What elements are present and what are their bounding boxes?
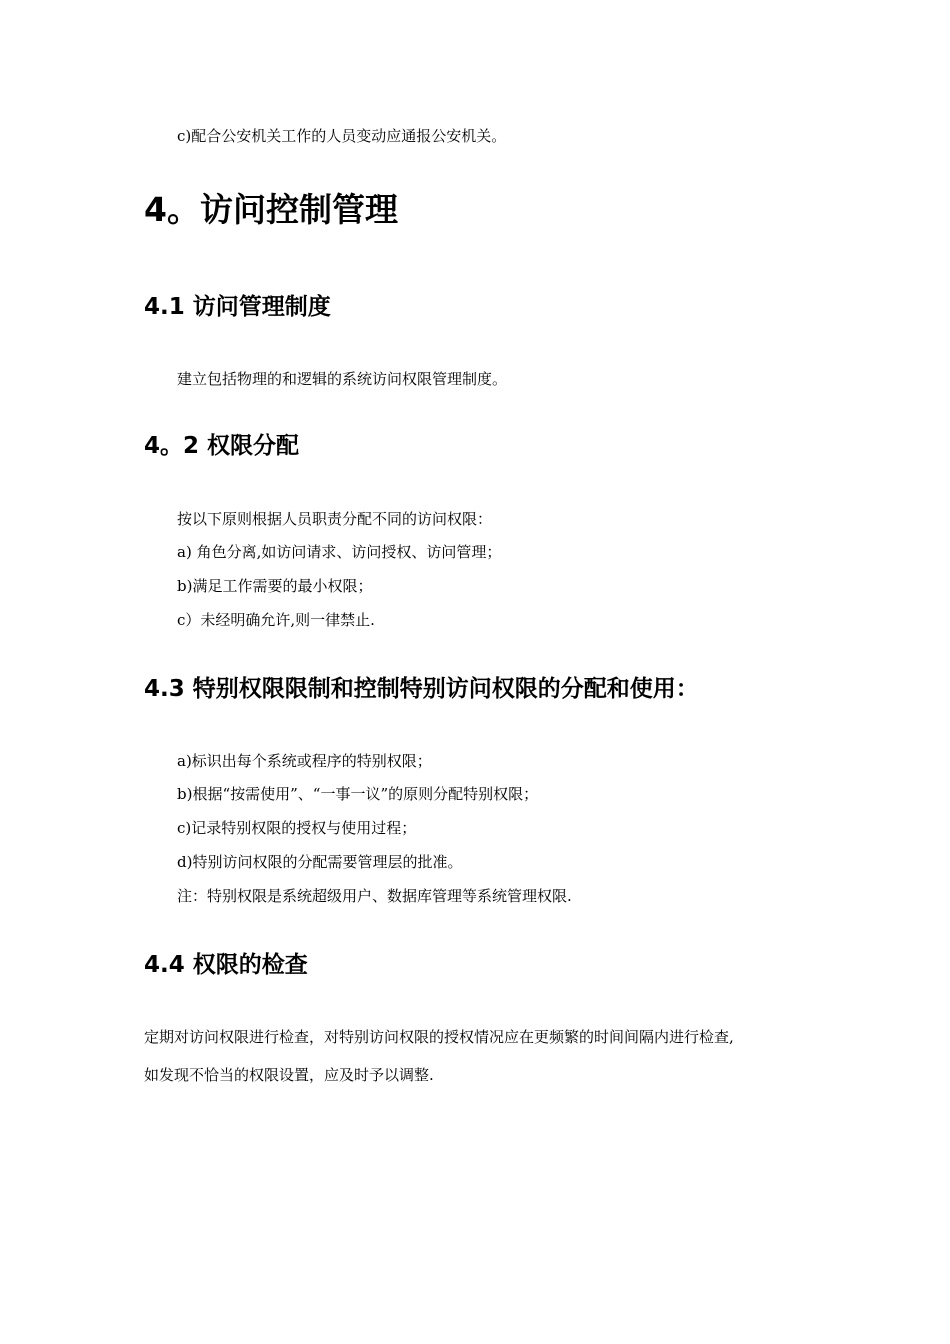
- section-4-3-item-a: a)标识出每个系统或程序的特别权限；: [177, 752, 432, 770]
- section-4-1-heading: 4.1 访问管理制度: [144, 294, 331, 320]
- section-4-3-item-d: d)特别访问权限的分配需要管理层的批准。: [177, 853, 463, 871]
- section-4-4-heading: 4.4 权限的检查: [144, 952, 308, 978]
- section-4-3-item-b: b)根据“按需使用”、“一事一议”的原则分配特别权限；: [177, 785, 539, 803]
- section-4-3-heading: 4.3 特别权限限制和控制特别访问权限的分配和使用：: [144, 676, 699, 702]
- section-4-2-heading: 4。2 权限分配: [144, 433, 300, 459]
- section-4-4-body-line-2: 如发现不恰当的权限设置，应及时予以调整.: [144, 1066, 434, 1084]
- section-4-2-item-c: c）未经明确允许,则一律禁止.: [177, 611, 375, 629]
- section-4-2-intro: 按以下原则根据人员职责分配不同的访问权限：: [177, 510, 493, 528]
- section-4-2-item-b: b)满足工作需要的最小权限；: [177, 577, 373, 595]
- section-4-3-item-c: c)记录特别权限的授权与使用过程；: [177, 819, 417, 837]
- section-4-4-body-line-1: 定期对访问权限进行检查，对特别访问权限的授权情况应在更频繁的时间间隔内进行检查,: [144, 1028, 734, 1046]
- section-4-2-item-a: a) 角色分离,如访问请求、访问授权、访问管理；: [177, 543, 502, 561]
- prev-item-c: c)配合公安机关工作的人员变动应通报公安机关。: [177, 127, 507, 145]
- section-4-heading: 4。访问控制管理: [144, 190, 398, 229]
- section-4-1-body: 建立包括物理的和逻辑的系统访问权限管理制度。: [177, 370, 508, 388]
- section-4-3-note: 注：特别权限是系统超级用户、数据库管理等系统管理权限.: [177, 887, 572, 905]
